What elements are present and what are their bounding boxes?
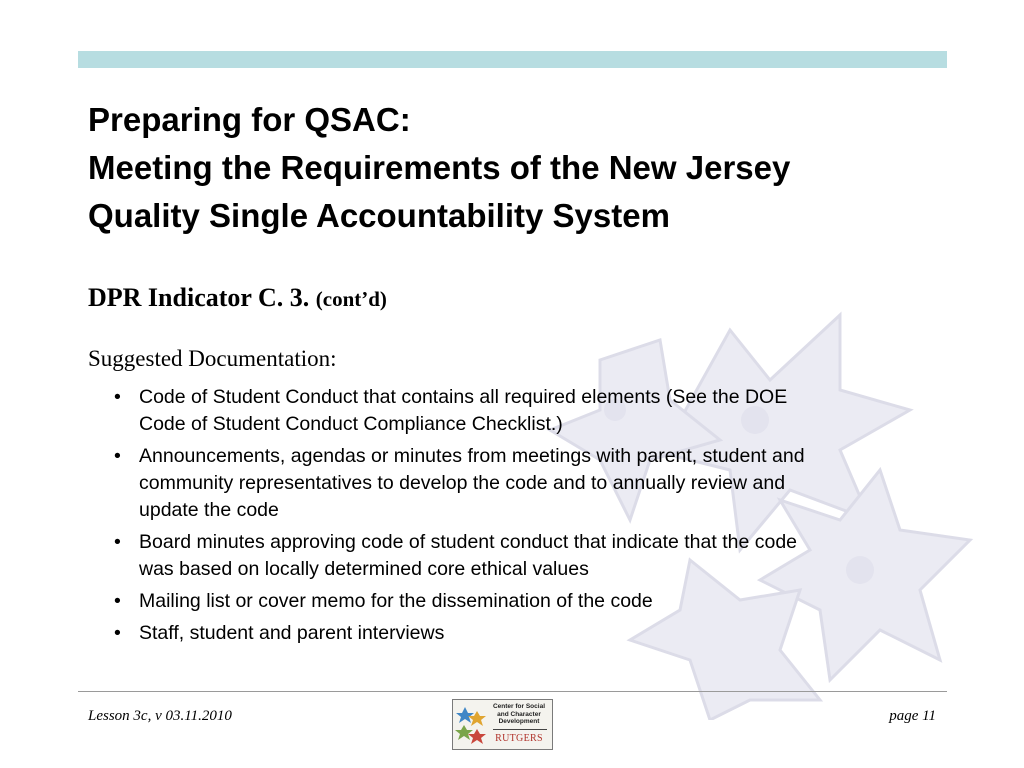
csd-logo — [452, 699, 553, 750]
list-item-line: update the code — [139, 499, 279, 521]
logo-divider — [493, 729, 547, 730]
list-item — [112, 384, 932, 438]
slide-title — [88, 96, 968, 240]
list-item-line: Announcements, agendas or minutes from meetings with parent, student and — [139, 445, 805, 467]
list-item-line: Mailing list or cover memo for the dissemination of the code — [139, 590, 653, 612]
star-figures-logo-icon — [455, 703, 489, 747]
list-item-line: was based on locally determined core ethical values — [139, 558, 589, 580]
title-line-2: Meeting the Requirements of the New Jersey — [88, 149, 791, 186]
bullet-icon: • — [114, 445, 121, 467]
list-item — [112, 529, 932, 583]
bullet-icon: • — [114, 590, 121, 612]
section-label: Suggested Documentation: — [88, 346, 337, 371]
list-item-line: community representatives to develop the code and to annually review and — [139, 472, 786, 494]
footer-lesson-version: Lesson 3c, v 03.11.2010 — [88, 708, 232, 724]
bullet-icon: • — [114, 386, 121, 408]
title-line-3: Quality Single Accountability System — [88, 197, 670, 234]
footer-page-number: page 11 — [889, 708, 936, 724]
bullet-icon: • — [114, 531, 121, 553]
header-accent-bar — [78, 51, 947, 68]
documentation-list — [112, 384, 932, 652]
indicator-heading-main: DPR Indicator C. 3. — [88, 283, 310, 312]
indicator-heading-contd: (cont’d) — [315, 287, 387, 311]
indicator-heading — [88, 283, 387, 313]
bullet-icon: • — [114, 622, 121, 644]
list-item-line: Board minutes approving code of student conduct that indicate that the code — [139, 531, 798, 553]
footer-divider — [78, 691, 947, 692]
list-item — [112, 443, 932, 524]
list-item-line: Code of Student Conduct that contains all required elements (See the DOE — [139, 386, 788, 408]
title-line-1: Preparing for QSAC: — [88, 101, 411, 138]
list-item — [112, 620, 932, 647]
logo-org-name: Center for Social and Character Development — [492, 703, 545, 725]
list-item — [112, 588, 932, 615]
list-item-line: Code of Student Conduct Compliance Checklist.) — [139, 413, 563, 435]
list-item-line: Staff, student and parent interviews — [139, 622, 445, 644]
logo-university: RUTGERS — [495, 733, 543, 744]
